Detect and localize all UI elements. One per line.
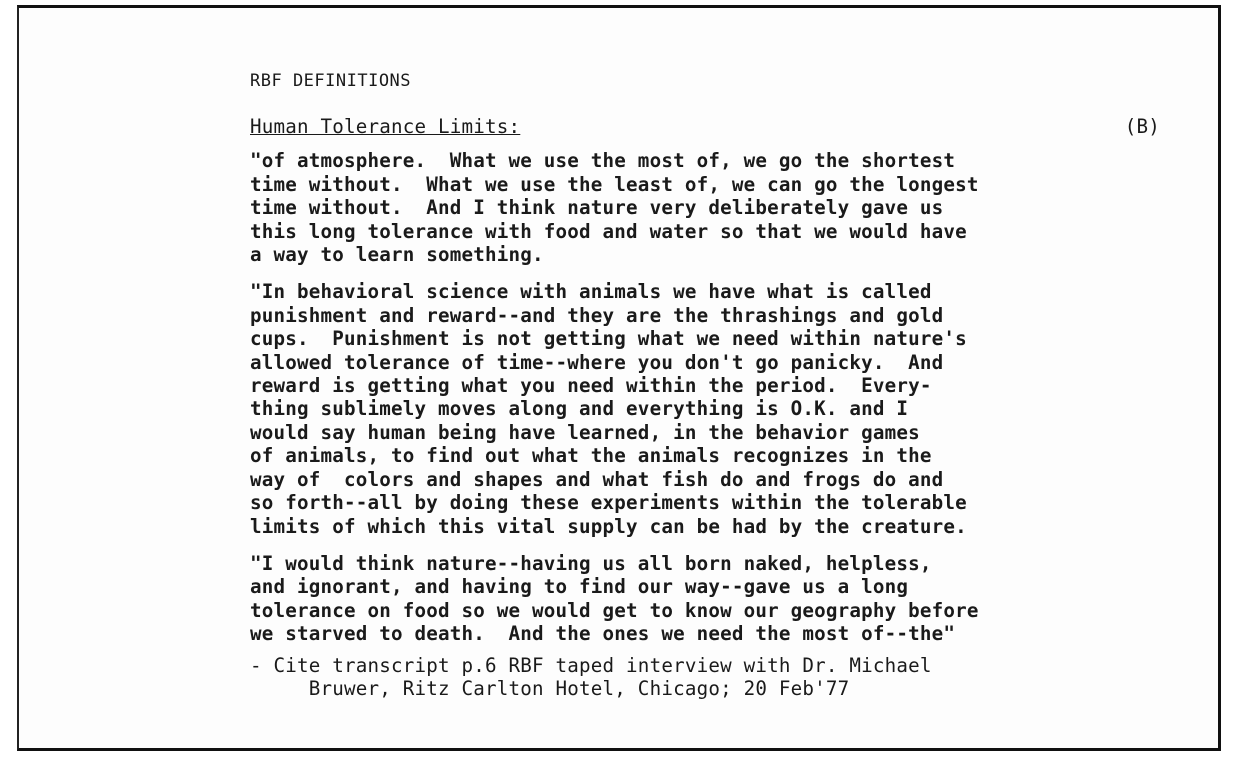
paragraph-3: "I would think nature--having us all born naked, helpless, and ignorant, and having to find our way--gave us a long tolerance on food so we would get to know our geography before we starved to death. And the ones we need the most of--the" (250, 551, 979, 646)
paragraph-1: "of atmosphere. What we use the most of, we go the shortest time without. What we use the least of, we can go the longest time without. And I think nature very deliberately gave us this long tolerance with food and water so that we would have a way to learn something. (250, 149, 979, 267)
section-marker: (B) (1124, 115, 1160, 139)
section-heading (250, 115, 1170, 141)
section-title: Human Tolerance Limits: (250, 115, 521, 139)
header-title: RBF DEFINITIONS (250, 71, 412, 91)
document-page (17, 5, 1221, 751)
paragraph-2: "In behavioral science with animals we have what is called punishment and reward--and they are the thrashings and gold cups. Punishment is not getting what we need within nature's allowed tolerance of time--where you don't go panicky. And reward is getting what you need within the period. Every- thing sublimely moves along and everything is O.K. and I would say human being have learned, in the behavior games of animals, to find out what the animals recognizes in the way of colors and shapes and what fish do and frogs do and so forth--all by doing these experiments within the tolerable limits of which this vital supply can be had by the creature. (250, 280, 967, 538)
document-body (250, 70, 1170, 700)
citation: - Cite transcript p.6 RBF taped interview with Dr. Michael Bruwer, Ritz Carlton Hotel, Chicago; 20 Feb'77 (250, 653, 932, 700)
